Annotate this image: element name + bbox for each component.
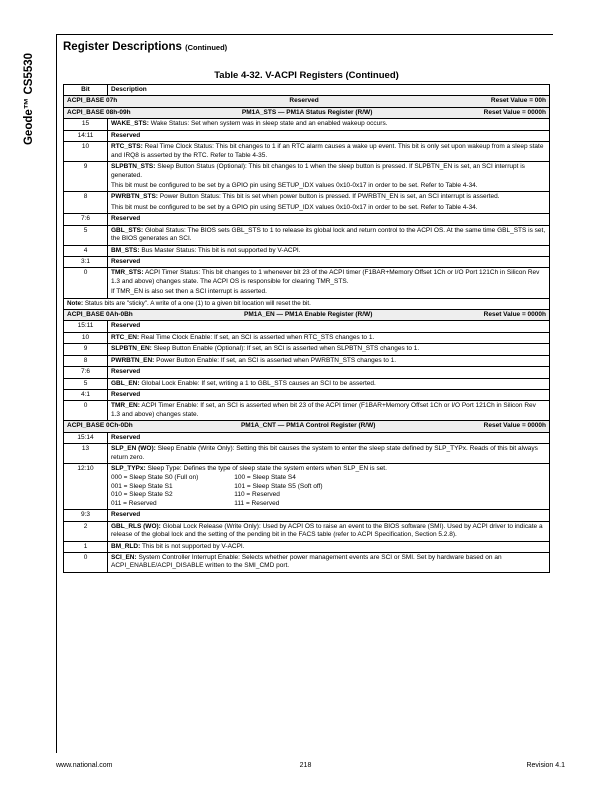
- sleep-type-code: 100 = Sleep State S4: [234, 474, 296, 482]
- bit-field-label: GBL_RLS (WO):: [111, 522, 161, 530]
- bit-description: [108, 378, 550, 389]
- bit-number: 0: [64, 552, 108, 572]
- bit-description: [108, 130, 550, 141]
- bit-description: [108, 119, 550, 130]
- register-group-header-content: [67, 422, 546, 430]
- bit-description: [108, 541, 550, 552]
- bit-description: [108, 389, 550, 400]
- bit-field-label: GBL_STS:: [111, 226, 144, 234]
- bit-description: [108, 444, 550, 464]
- bit-description: [108, 192, 550, 214]
- bit-number: 9: [64, 344, 108, 355]
- bit-description: [108, 401, 550, 421]
- bit-field-label: Reserved: [111, 511, 141, 519]
- bit-number: 10: [64, 142, 108, 162]
- bit-row: [64, 464, 550, 510]
- bit-number: 9:3: [64, 510, 108, 521]
- bit-field-label: Reserved: [111, 131, 141, 139]
- bit-field-text: Bus Master Status: This bit is not supported by V-ACPI.: [139, 246, 301, 254]
- bit-description: [108, 355, 550, 366]
- bit-description: [108, 321, 550, 332]
- bit-row: [64, 119, 550, 130]
- bit-field-label: RTC_STS:: [111, 143, 143, 151]
- bit-row: [64, 541, 550, 552]
- section-title-text: Register Descriptions: [63, 41, 182, 53]
- register-table: [63, 84, 550, 573]
- register-group-header-content: [67, 97, 546, 105]
- bit-field-text: This bit is not supported by V-ACPI.: [140, 542, 245, 550]
- bit-field-label: Reserved: [111, 215, 141, 223]
- register-reset-value: Reset Value = 0000h: [483, 108, 546, 116]
- bit-number: 8: [64, 355, 108, 366]
- bit-number: 2: [64, 521, 108, 541]
- sleep-type-code: 001 = Sleep State S1: [111, 482, 173, 490]
- footer-revision: Revision 4.1: [526, 762, 565, 769]
- side-title: [20, 40, 38, 158]
- bit-field-text: Sleep Button Enable (Optional): If set, an SCI is asserted when SLPBTN_STS changes to 1.: [151, 345, 420, 353]
- sleep-type-codes: [111, 474, 359, 508]
- bit-field-label: Reserved: [111, 368, 141, 376]
- bit-description: [108, 367, 550, 378]
- register-group-header: [64, 309, 550, 320]
- register-offset: ACPI_BASE 07h: [67, 97, 118, 105]
- bit-number: 7:6: [64, 367, 108, 378]
- sleep-type-code-row: [111, 474, 359, 482]
- bit-description: [108, 245, 550, 256]
- bit-description: [108, 432, 550, 443]
- column-header-bit: Bit: [64, 85, 108, 96]
- register-reset-value: Reset Value = 0000h: [483, 422, 546, 430]
- table-header-row: [64, 85, 550, 96]
- bit-row: [64, 332, 550, 343]
- register-reset-value: Reset Value = 00h: [490, 97, 546, 105]
- bit-field-text: ACPI Timer Status: This bit changes to 1 whenever bit 23 of the ACPI timer (F1BAR+Memory Offset 1Ch or I/O Port 121Ch in Silicon Rev 1.3 and above) changes state. The ACPI OS is responsible for clearing TMR_STS.: [111, 269, 540, 285]
- bit-row: [64, 268, 550, 298]
- bit-row: [64, 552, 550, 572]
- bit-number: 1: [64, 541, 108, 552]
- footer-website: www.national.com: [56, 762, 113, 769]
- sleep-type-code-row: [111, 491, 359, 499]
- bit-field-text: Global Status: The BIOS sets GBL_STS to 1 to release its global lock and return control to the ACPI OS. At the same time GBL_STS is set, the BIOS generates an SCI.: [111, 226, 546, 243]
- bit-field-text: Power Button Status: This bit is set when power button is pressed. If PWRBTN_EN is set, an SCI interrupt is asserted.: [157, 193, 500, 201]
- register-name: PM1A_STS — PM1A Status Register (R/W): [241, 108, 373, 116]
- sleep-type-code-row: [111, 500, 359, 508]
- section-title: [63, 41, 227, 53]
- bit-description: [108, 510, 550, 521]
- bit-number: 15:11: [64, 321, 108, 332]
- bit-field-label: Reserved: [111, 258, 141, 265]
- register-group-header: [64, 421, 550, 432]
- bit-row: [64, 130, 550, 141]
- bit-field-label: TMR_STS:: [111, 269, 144, 277]
- bit-field-text: Power Button Enable: If set, an SCI is asserted when PWRBTN_STS changes to 1.: [154, 356, 397, 364]
- side-title-text: Geode™ CS5530: [23, 52, 35, 146]
- sleep-type-code: 010 = Sleep State S2: [111, 491, 173, 499]
- bit-field-label: SLPBTN_EN:: [111, 345, 152, 353]
- note-label: Note:: [67, 299, 84, 307]
- bit-field-label: SLPBTN_STS:: [111, 163, 156, 171]
- register-name: Reserved: [289, 97, 319, 105]
- bit-number: 5: [64, 225, 108, 245]
- bit-row: [64, 245, 550, 256]
- bit-field-text: Global Lock Enable: If set, writing a 1 to GBL_STS causes an SCI to be asserted.: [139, 379, 376, 387]
- register-group-row: [64, 421, 550, 432]
- bit-row: [64, 214, 550, 225]
- sleep-type-code-row: [111, 483, 359, 491]
- column-header-description: Description: [108, 85, 550, 96]
- bit-field-text: Real Time Clock Enable: If set, an SCI is asserted when RTC_STS changes to 1.: [139, 333, 375, 341]
- bit-number: 13: [64, 444, 108, 464]
- bit-description: [108, 552, 550, 572]
- note-text: Status bits are "sticky". A write of a one (1) to a given bit location will reset the bit.: [83, 299, 311, 307]
- bit-row: [64, 444, 550, 464]
- bit-number: 15: [64, 119, 108, 130]
- register-reset-value: Reset Value = 0000h: [483, 310, 546, 318]
- bit-field-label: TMR_EN:: [111, 402, 140, 410]
- bit-field-extra-text: This bit must be configured to be set by a GPIO pin using SETUP_IDX values 0x10-0x17 in order to be set. Refer to Table 4-34.: [111, 203, 478, 211]
- bit-number: 4: [64, 245, 108, 256]
- bit-row: [64, 389, 550, 400]
- bit-field-extra-text: If TMR_EN is also set then a SCI interrupt is asserted.: [111, 288, 267, 296]
- bit-field-label: BM_STS:: [111, 246, 140, 254]
- bit-description: [108, 142, 550, 162]
- sleep-type-code: 000 = Sleep State S0 (Full on): [111, 474, 199, 482]
- bit-description: [108, 268, 550, 298]
- bit-field-label: RTC_EN:: [111, 333, 140, 341]
- bit-field-label: SLP_EN (WO):: [111, 445, 156, 453]
- bit-row: [64, 378, 550, 389]
- register-name: PM1A_CNT — PM1A Control Register (R/W): [240, 422, 376, 430]
- bit-field-label: Reserved: [111, 322, 141, 330]
- bit-number: 0: [64, 268, 108, 298]
- bit-description: [108, 162, 550, 192]
- sleep-type-code: 101 = Sleep State S5 (Soft off): [234, 482, 323, 490]
- bit-number: 4:1: [64, 389, 108, 400]
- bit-row: [64, 225, 550, 245]
- bit-field-label: BM_RLD:: [111, 542, 141, 550]
- bit-row: [64, 367, 550, 378]
- note-row: [64, 298, 550, 309]
- table-caption: Table 4-32. V-ACPI Registers (Continued): [214, 70, 399, 81]
- section-title-suffix: (Continued): [185, 43, 228, 52]
- register-group-row: [64, 107, 550, 118]
- bit-field-text: Wake Status: Set when system was in sleep state and an enabled wakeup occurs.: [148, 120, 388, 128]
- bit-description: [108, 257, 550, 268]
- bit-description: [108, 225, 550, 245]
- bit-field-text: Sleep Button Status (Optional): This bit changes to 1 when the sleep button is pressed. If SLPBTN_EN is set, an SCI interrupt is generated.: [111, 163, 525, 179]
- bit-field-text: Global Lock Release (Write Only): Used by ACPI OS to raise an event to the BIOS software (SMI). Used by ACPI driver to indicate a release of the global lock and the setting of the pending bit in the FACS table (refer to ACPI Specification, Section 5.2.8).: [111, 522, 543, 539]
- bit-row: [64, 344, 550, 355]
- register-offset: ACPI_BASE 08h-09h: [67, 108, 131, 116]
- bit-row: [64, 401, 550, 421]
- bit-field-text: Sleep Enable (Write Only): Setting this bit causes the system to enter the sleep state defined by SLP_TYPx. Reads of this bit always return zero.: [111, 445, 538, 461]
- bit-field-text: Sleep Type: Defines the type of sleep state the system enters when SLP_EN is set.: [145, 465, 387, 473]
- register-group-header-content: [67, 109, 546, 117]
- bit-row: [64, 355, 550, 366]
- bit-row: [64, 192, 550, 214]
- bit-field-label: WAKE_STS:: [111, 120, 149, 128]
- bit-number: 14:11: [64, 130, 108, 141]
- register-group-row: [64, 96, 550, 107]
- sleep-type-code: 110 = Reserved: [234, 491, 280, 499]
- bit-row: [64, 432, 550, 443]
- bit-row: [64, 521, 550, 541]
- sleep-type-code: 011 = Reserved: [111, 499, 157, 507]
- bit-row: [64, 321, 550, 332]
- bit-field-text: System Controller Interrupt Enable: Selects whether power management events are SCI or SMI. Set by hardware based on an ACPI_ENABLE/ACPI_DISABLE written to the SMI_CMD port.: [111, 553, 502, 570]
- note-cell: [64, 298, 550, 309]
- bit-field-label: Reserved: [111, 390, 141, 398]
- bit-number: 9: [64, 162, 108, 192]
- bit-description: [108, 464, 550, 510]
- register-group-header: [64, 96, 550, 107]
- bit-field-extra-text: This bit must be configured to be set by a GPIO pin using SETUP_IDX values 0x10-0x17 in order to be set. Refer to Table 4-34.: [111, 181, 478, 189]
- bit-number: 10: [64, 332, 108, 343]
- bit-field-label: GBL_EN:: [111, 379, 140, 387]
- bit-number: 0: [64, 401, 108, 421]
- register-offset: ACPI_BASE 0Ch-0Dh: [67, 422, 133, 430]
- bit-number: 7:6: [64, 214, 108, 225]
- bit-row: [64, 162, 550, 192]
- register-group-row: [64, 309, 550, 320]
- bit-description: [108, 332, 550, 343]
- bit-number: 8: [64, 192, 108, 214]
- register-name: PM1A_EN — PM1A Enable Register (R/W): [244, 310, 373, 318]
- bit-row: [64, 510, 550, 521]
- bit-field-label: PWRBTN_STS:: [111, 193, 158, 201]
- register-group-header: [64, 107, 550, 118]
- bit-field-label: SLP_TYPx:: [111, 465, 146, 473]
- bit-number: 3:1: [64, 257, 108, 268]
- bit-field-label: Reserved: [111, 433, 141, 441]
- register-group-header-content: [67, 311, 546, 319]
- bit-field-label: SCI_EN:: [111, 553, 137, 561]
- bit-number: 5: [64, 378, 108, 389]
- bit-description: [108, 214, 550, 225]
- bit-number: 12:10: [64, 464, 108, 510]
- register-offset: ACPI_BASE 0Ah-0Bh: [67, 310, 133, 318]
- bit-field-text: ACPI Timer Enable: If set, an SCI is asserted when bit 23 of the ACPI timer (F1BAR+Memory Offset 1Ch or I/O Port 121Ch in Silicon Rev 1.3 and above) changes state.: [111, 402, 536, 418]
- bit-number: 15:14: [64, 432, 108, 443]
- bit-description: [108, 521, 550, 541]
- bit-row: [64, 142, 550, 162]
- bit-description: [108, 344, 550, 355]
- bit-field-label: PWRBTN_EN:: [111, 356, 155, 364]
- sleep-type-code: 111 = Reserved: [234, 499, 280, 507]
- footer-page-number: 218: [299, 762, 312, 769]
- bit-field-text: Real Time Clock Status: This bit changes to 1 if an RTC alarm causes a wake up event. This bit is only set upon wakeup from a sleep state and IRQ8 is asserted by the RTC. Refer to Table 4-35.: [111, 143, 544, 159]
- bit-row: [64, 257, 550, 268]
